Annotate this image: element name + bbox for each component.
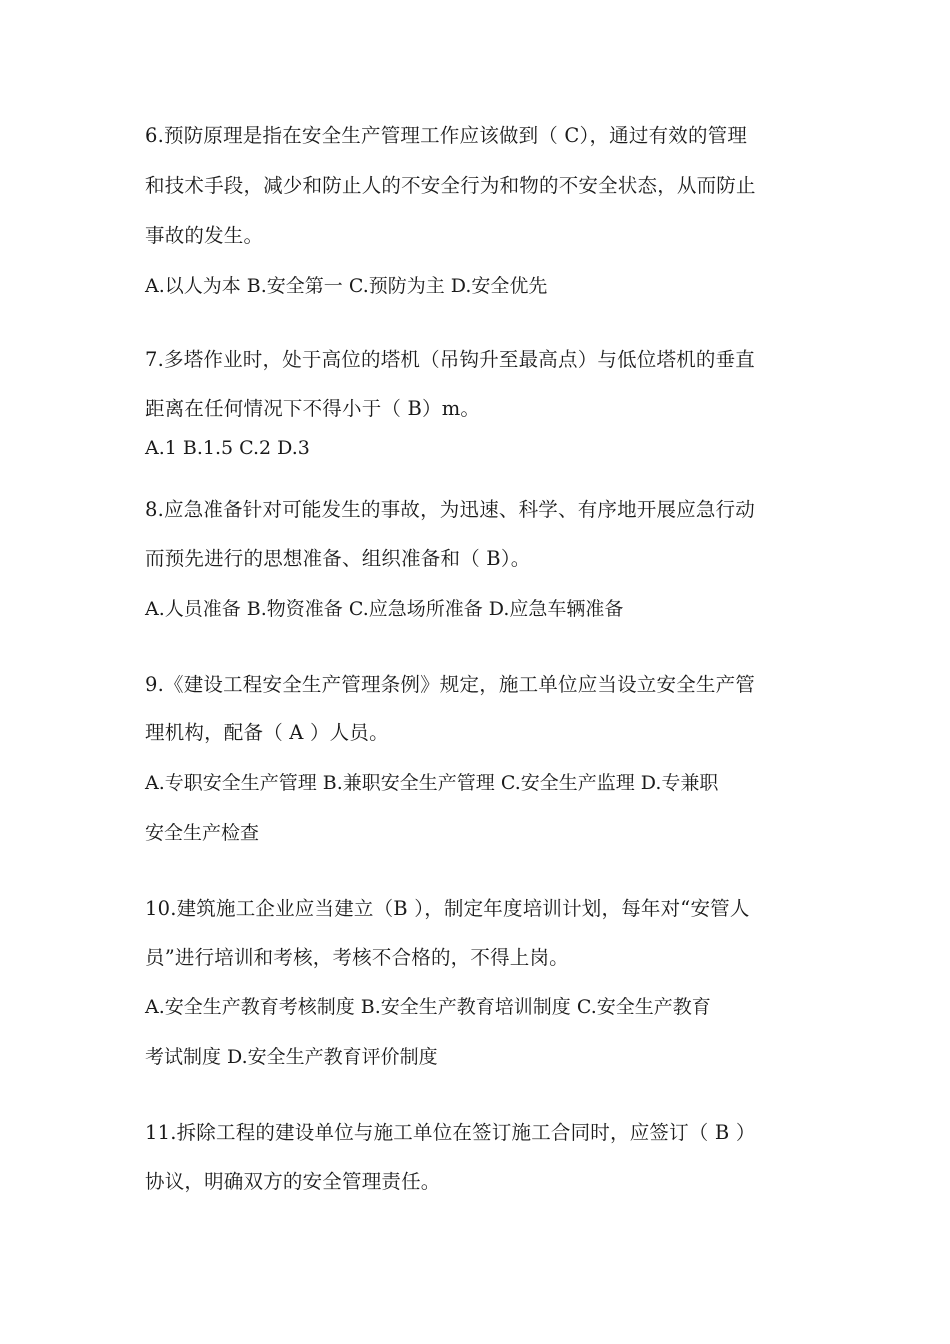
question-8-options: A.人员准备 B.物资准备 C.应急场所准备 D.应急车辆准备	[145, 598, 624, 620]
question-10-options-line-1: A.安全生产教育考核制度 B.安全生产教育培训制度 C.安全生产教育	[145, 996, 711, 1018]
question-10-stem-line-2: 员”进行培训和考核，考核不合格的，不得上岗。	[145, 946, 569, 969]
question-6-stem-line-2: 和技术手段，减少和防止人的不安全行为和物的不安全状态，从而防止	[145, 174, 756, 197]
question-8-stem-line-1: 8.应急准备针对可能发生的事故，为迅速、科学、有序地开展应急行动	[145, 498, 756, 521]
question-9-options-line-2: 安全生产检查	[145, 822, 260, 844]
question-7-stem-line-2: 距离在任何情况下不得小于（ B）m。	[145, 397, 481, 420]
question-9-stem-line-2: 理机构，配备（ A ）人员。	[145, 721, 389, 744]
question-11-stem-line-2: 协议，明确双方的安全管理责任。	[145, 1170, 441, 1193]
question-8-stem-line-2: 而预先进行的思想准备、组织准备和（ B）。	[145, 547, 531, 570]
question-11-stem-line-1: 11.拆除工程的建设单位与施工单位在签订施工合同时，应签订（ B ）	[145, 1121, 756, 1144]
question-7-options: A.1 B.1.5 C.2 D.3	[145, 437, 310, 459]
question-9-stem-line-1: 9.《建设工程安全生产管理条例》规定，施工单位应当设立安全生产管	[145, 673, 756, 696]
question-7-stem-line-1: 7.多塔作业时，处于高位的塔机（吊钩升至最高点）与低位塔机的垂直	[145, 348, 756, 371]
question-10-options-line-2: 考试制度 D.安全生产教育评价制度	[145, 1046, 438, 1068]
question-9-options-line-1: A.专职安全生产管理 B.兼职安全生产管理 C.安全生产监理 D.专兼职	[145, 772, 719, 794]
question-6-options: A.以人为本 B.安全第一 C.预防为主 D.安全优先	[145, 275, 548, 297]
question-6-stem-line-1: 6.预防原理是指在安全生产管理工作应该做到（ C），通过有效的管理	[145, 124, 748, 147]
question-10-stem-line-1: 10.建筑施工企业应当建立（B ），制定年度培训计划，每年对“安管人	[145, 897, 750, 920]
question-6-stem-line-3: 事故的发生。	[145, 224, 264, 247]
